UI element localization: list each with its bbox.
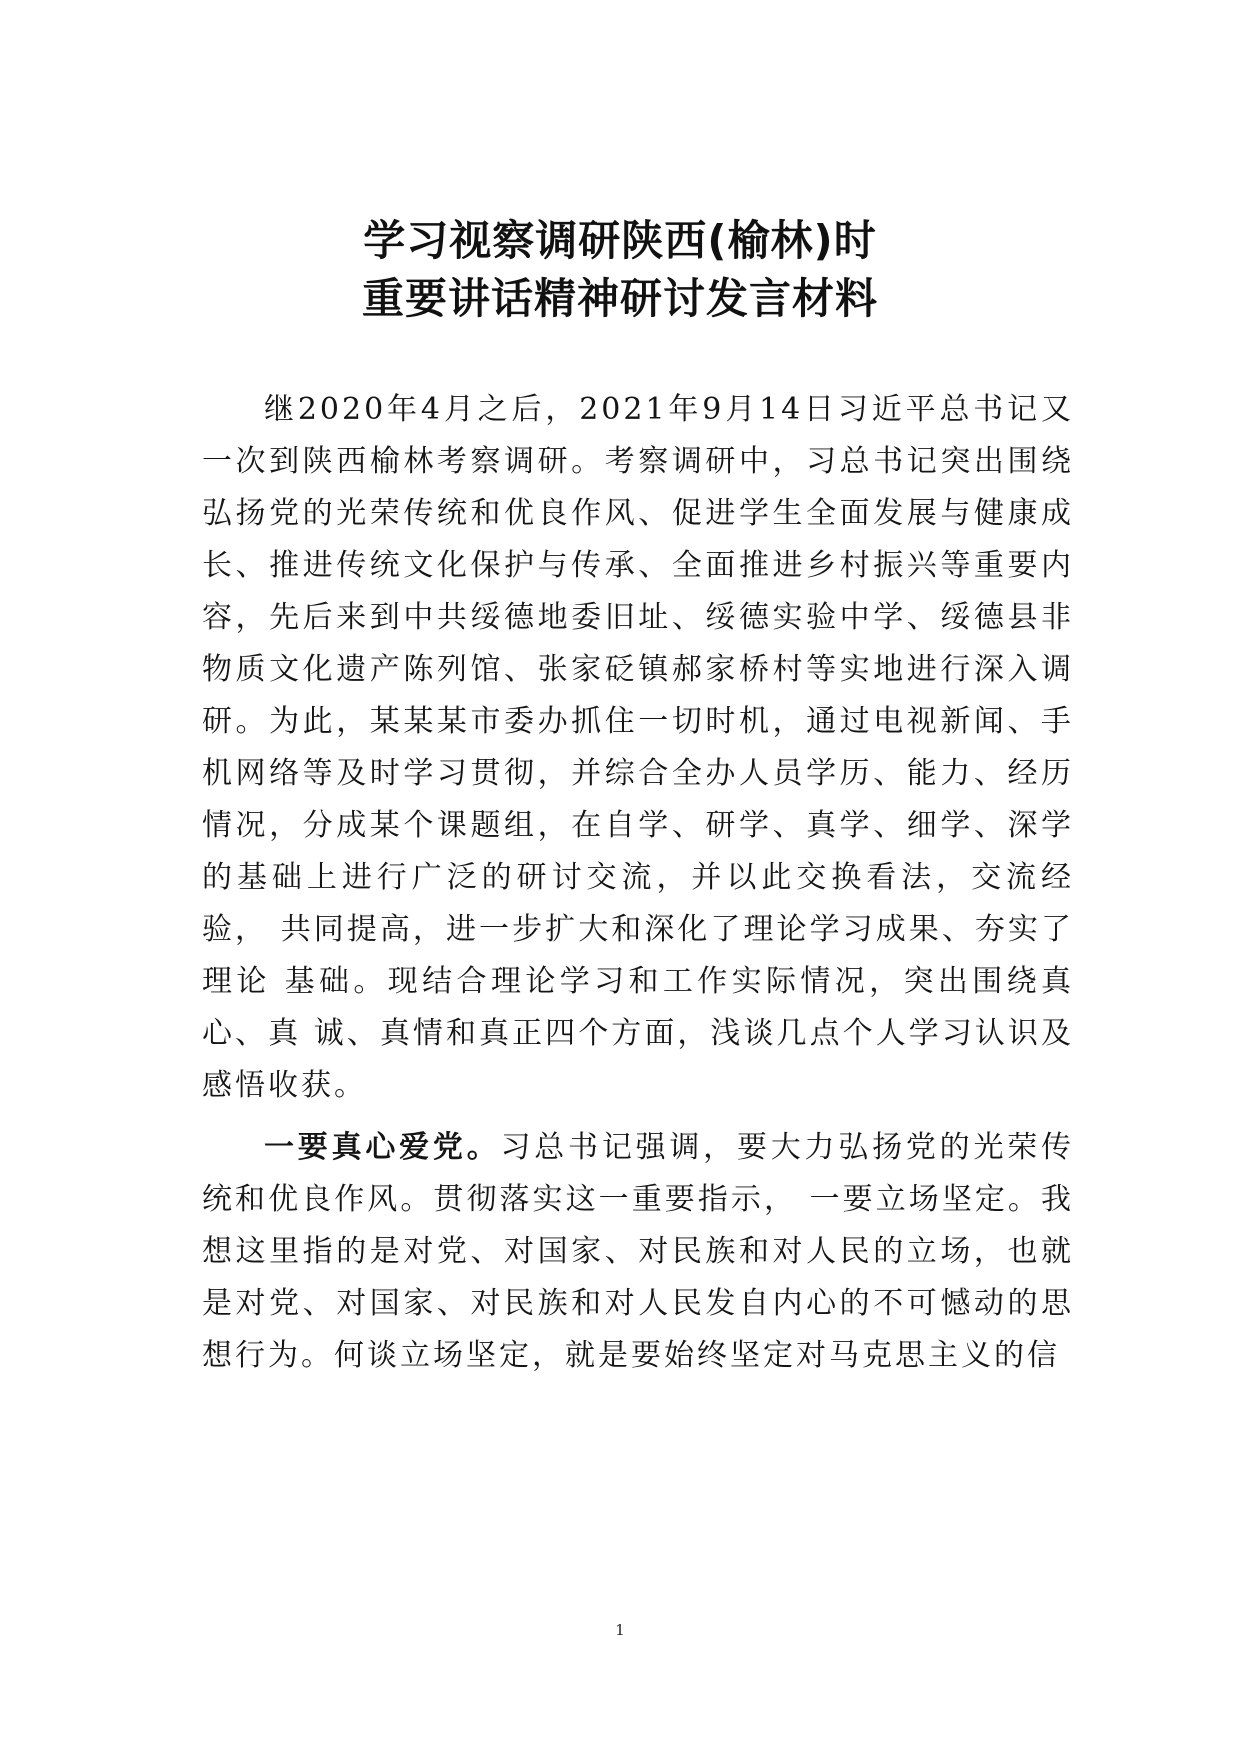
section-one-paragraph <box>202 1122 1074 1382</box>
page-number: 1 <box>615 1621 625 1639</box>
section-one-heading: 一要真心爱党。 <box>264 1130 501 1165</box>
document-body <box>202 384 1074 1382</box>
document-title <box>0 212 1240 328</box>
title-line-2: 重要讲话精神研讨发言材料 <box>361 274 878 323</box>
intro-paragraph: 继2020年4月之后，2021年9月14日习近平总书记又 一次到陕西榆林考察调研。考察调研中，习总书记突出围绕 弘扬党的光荣传统和优良作风、促进学生全面发展与健康成 长、推进传统文化保护与传承、全面推进乡村振兴等重要内 容，先后来到中共绥德地委旧址、绥德实验中学、绥德县非 物质文化遗产陈列馆、张家砭镇郝家桥村等实地进行深入调 研。为此，某某某市委办抓住一切时机，通过电视新闻、手 机网络等及时学习贯彻，并综合全办人员学历、能力、经历 情况，分成某个课题组，在自学、研学、真学、细学、深学 的基础上进行广泛的研讨交流，并以此交换看法，交流经验， 共同提高，进一步扩大和深化了理论学习成果、夯实了理论 基础。现结合理论学习和工作实际情况，突出围绕真心、真 诚、真情和真正四个方面，浅谈几点个人学习认识及感悟收获。 <box>202 392 1074 1103</box>
section-one-text: 习总书记强调，要大力弘扬党的光荣传统和优良作风。贯彻落实这一重要指示， 一要立场坚定。我想这里指的是对党、对国家、对民族和对人民的立场，也就是对党、对国家、对民族和对人民发自内心的不可憾动的思想行为。何谈立场坚定，就是要始终坚定对马克思主义的信 <box>202 1130 1075 1373</box>
title-line-1: 学习视察调研陕西(榆林)时 <box>363 216 877 265</box>
